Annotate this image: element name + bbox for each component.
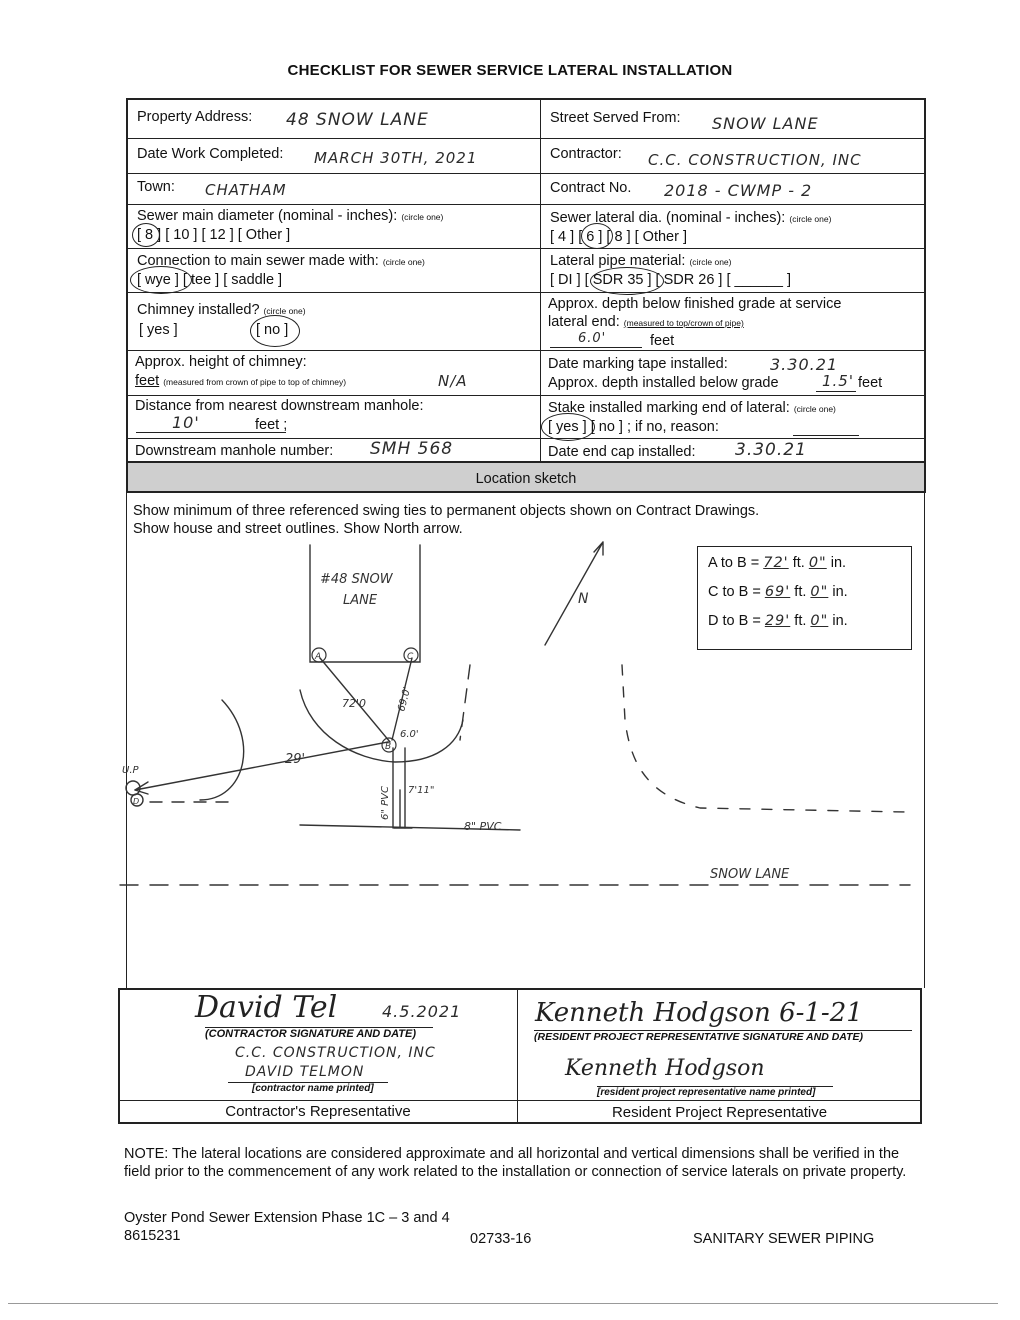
tie-c-b-in: 0" [810,584,829,600]
property-address-label: Property Address: [137,109,253,125]
end-cap-value: 3.30.21 [735,440,807,460]
dim-29-label: 29' [285,752,306,767]
depth-unit: feet [650,333,675,349]
town-value: CHATHAM [205,181,287,199]
in-label: in. [832,584,848,600]
tie-c-b-label: C to B = [708,584,761,600]
tie-a-b-in: 0" [808,555,827,571]
footer-section-title: SANITARY SEWER PIPING [693,1231,875,1247]
curve-driveway [300,690,463,762]
in-label: in. [830,555,847,571]
resident-signature: Kenneth Hodgson 6-1-21 [535,998,863,1028]
tie-d-b-in: 0" [810,613,829,629]
lateral-material-text: Lateral pipe material: [550,253,686,269]
house-label-2: LANE [343,593,378,608]
circle-one-hint: (circle one) [793,404,836,414]
chimney-text: Chimney installed? [137,302,260,318]
ft-label: ft. [792,555,805,571]
tie-c-b-ft: 69' [764,584,791,600]
point-d-label: D [133,797,140,806]
connection-options: [ wye ] [ tee ] [ saddle ] [137,272,283,288]
contractor-value: C.C. CONSTRUCTION, INC [648,151,862,169]
dim-72-label: 72'0 [342,697,367,710]
contractor-name-caption: [contractor name printed] [252,1083,374,1094]
stake-options: [ yes ] [ no ] ; if no, reason: [548,419,719,435]
tie-line-d-b [135,742,388,790]
tie-d-b-ft: 29' [764,613,791,629]
contractor-role: Contractor's Representative [225,1103,411,1120]
point-a-label: A [315,652,322,662]
contract-no-label: Contract No. [550,180,632,196]
manhole-label: Downstream manhole number: [135,443,334,459]
resident-role: Resident Project Representative [611,1104,828,1121]
street-served-label: Street Served From: [550,110,681,126]
footer-scan-line [8,1303,998,1304]
utility-pole-label: U.P [122,765,139,776]
dim-69-label: 69.0' [396,685,414,713]
street-served-value: SNOW LANE [712,114,819,133]
chimney-yes: [ yes ] [139,322,178,338]
contractor-signature: David Tel [195,990,338,1025]
circle-one-hint: (circle one) [789,214,832,224]
depth-label-1: Approx. depth below finished grade at service [548,296,842,312]
chimney-no: [ no ] [256,322,289,338]
circle-one-hint: (circle one) [401,212,444,222]
property-address-value: 48 SNOW LANE [286,110,429,130]
in-label: in. [832,613,848,629]
dash-right-edge [622,665,905,812]
tape-depth-label: Approx. depth installed below grade [548,375,779,391]
tie-a-b-label: A to B = [708,555,760,571]
dim-7-11-label: 7'11" [408,785,435,796]
lateral-material-options: [ DI ] [ SDR 35 ] [ SDR 26 ] [ ______ ] [550,272,791,288]
form-title: CHECKLIST FOR SEWER SERVICE LATERAL INSTALLATION [287,62,733,79]
pvc-8-label: 8" PVC [464,820,502,833]
depth-value: 6.0' [578,331,607,346]
date-work-label: Date Work Completed: [137,146,284,162]
lateral-pipe [393,748,405,828]
contractor-signature-date: 4.5.2021 [382,1002,462,1021]
end-cap-label: Date end cap installed: [548,444,696,460]
town-label: Town: [137,179,175,195]
tape-date-value: 3.30.21 [770,355,839,374]
tie-d-b-label: D to B = [708,613,761,629]
distance-value: 10' [172,413,200,432]
point-c-label: C [407,652,414,662]
lateral-dia-text: Sewer lateral dia. (nominal - inches): [550,210,786,226]
curve-left [200,700,244,800]
chimney-height-note: (measured from crown of pipe to top of chimney) [163,377,347,387]
resident-sig-caption: (RESIDENT PROJECT REPRESENTATIVE SIGNATURE AND DATE) [534,1031,864,1043]
resident-name: Kenneth Hodgson [565,1056,765,1081]
chimney-height-unit: feet [135,373,160,389]
street-label: SNOW LANE [710,867,790,882]
resident-name-caption: [resident project representative name printed] [597,1087,816,1098]
contractor-sig-caption: (CONTRACTOR SIGNATURE AND DATE) [205,1028,417,1040]
footer-section: 02733-16 [470,1231,532,1247]
north-arrow [545,542,603,645]
note-text: NOTE: The lateral locations are considered approximate and all horizontal and vertical dimensions shall be verified in the field prior to the commencement of any work related to the installation or connection of service laterals on private property. [124,1146,907,1180]
depth-text: lateral end: [548,314,620,330]
lateral-dia-options: [ 4 ] [ 6 ] [ 8 ] [ Other ] [550,229,687,245]
footer-project: Oyster Pond Sewer Extension Phase 1C – 3 and 4 [124,1210,450,1226]
distance-label: Distance from nearest downstream manhole: [135,398,424,414]
point-b-label: B [385,742,392,752]
pvc-6-label: 6" PVC [380,786,391,820]
house-label-1: #48 SNOW [320,572,393,587]
sewer-main-text: Sewer main diameter (nominal - inches): [137,208,398,224]
depth-note: (measured to top/crown of pipe) [623,318,744,328]
chimney-height-value: N/A [438,372,468,390]
role-divider [118,1100,922,1101]
sketch-instructions-1: Show minimum of three referenced swing ties to permanent objects shown on Contract Drawings. [133,503,760,519]
chimney-height-label: Approx. height of chimney: [135,354,307,370]
sketch-instructions-2: Show house and street outlines. Show North arrow. [133,521,463,537]
dash-left-edge [460,665,470,740]
circle-one-hint: (circle one) [263,306,306,316]
tie-a-b-ft: 72' [763,555,789,571]
date-work-value: MARCH 30TH, 2021 [314,149,478,167]
ft-label: ft. [794,613,807,629]
stake-text: Stake installed marking end of lateral: [548,400,790,416]
manhole-value: SMH 568 [370,439,454,459]
north-label: N [578,591,589,607]
distance-unit: feet ; [255,417,288,433]
tape-date-label: Date marking tape installed: [548,356,728,372]
ft-label: ft. [794,584,807,600]
sewer-main-options: [ 8 ] [ 10 ] [ 12 ] [ Other ] [137,227,291,243]
contractor-company: C.C. CONSTRUCTION, INC [235,1045,436,1061]
footer-number: 8615231 [124,1228,181,1244]
contractor-label: Contractor: [550,146,622,162]
circle-one-hint: (circle one) [382,257,425,267]
location-sketch-header: Location sketch [475,471,577,487]
contract-no-value: 2018 - CWMP - 2 [664,181,813,200]
circle-one-hint: (circle one) [689,257,732,267]
tape-depth-unit: feet [858,375,883,391]
dim-6-label: 6.0' [400,729,419,740]
connection-text: Connection to main sewer made with: [137,253,379,269]
tape-depth-value: 1.5' [822,372,854,390]
contractor-name: DAVID TELMON [245,1064,365,1080]
